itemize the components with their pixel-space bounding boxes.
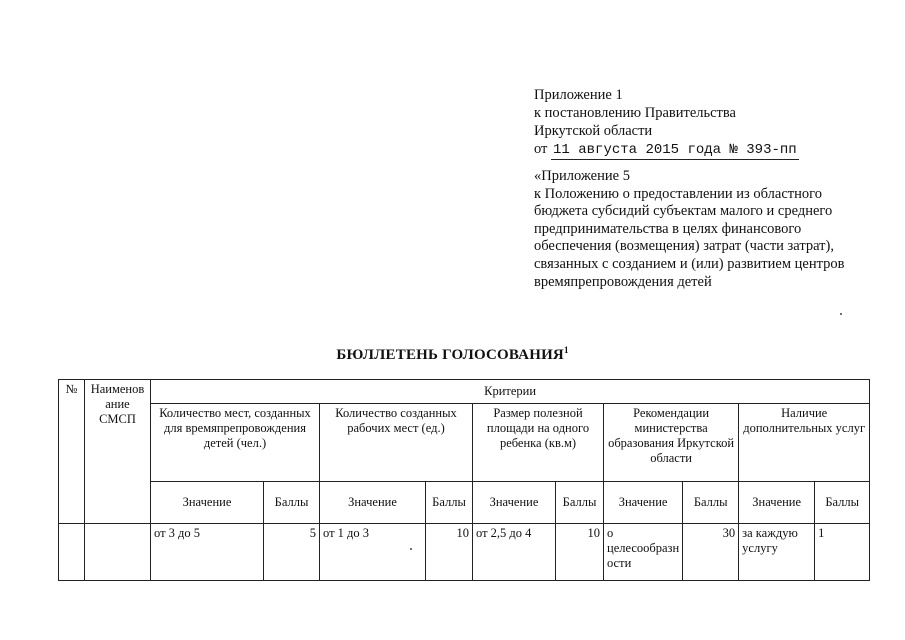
criterion-jobs: Количество созданных рабочих мест (ед.) [320,404,473,482]
recommendation-score-cell: 30 [683,524,739,581]
score-header: Баллы [426,482,473,524]
recommendation-value-cell: о целесообразн ости [604,524,683,581]
subheader-row [59,482,870,524]
appendix-5-text-line: времяпрепровождения детей [534,273,712,290]
appendix-5-text-line: обеспечения (возмещения) затрат (части затрат), [534,238,834,255]
jobs-value-cell: от 1 до 3 [320,524,426,581]
criterion-area: Размер полезной площади на одного ребенка (кв.м) [473,404,604,482]
services-score-cell: 1 [815,524,870,581]
title-footnote-mark: 1 [563,345,569,355]
score-header: Баллы [264,482,320,524]
row-name-cell [85,524,151,581]
appendix-5-text-line: предпринимательства в целях финансового [534,220,802,237]
appendix-5-text-line: к Положению о предоставлении из областного [534,185,822,202]
page-title [0,345,905,364]
value-header: Значение [320,482,426,524]
criteria-row [59,404,870,482]
appendix-1-title: Приложение 1 [534,87,623,103]
date-prefix: от [534,141,548,157]
criterion-places: Количество мест, созданных для времяпрепровождения детей (чел.) [151,404,320,482]
decree-date-number: 11 августа 2015 года № 393-пп [553,142,797,158]
table-row [59,524,870,581]
appendix-5-title: «Приложение 5 [534,168,630,184]
places-score-cell: 5 [264,524,320,581]
appendix-5-text-line: связанных с созданием и (или) развитием центров [534,255,845,272]
appendix-1-region: Иркутской области [534,123,653,139]
score-header: Баллы [683,482,739,524]
row-number-cell [59,524,85,581]
area-score-cell: 10 [556,524,604,581]
appendix-1-date-line [534,140,799,160]
score-header: Баллы [815,482,870,524]
scan-speck [840,313,842,315]
table-header-row [59,380,870,404]
appendix-1-decree: к постановлению Правительства [534,105,736,121]
jobs-score-cell: 10 [426,524,473,581]
area-value-cell: от 2,5 до 4 [473,524,556,581]
value-header: Значение [739,482,815,524]
services-value-cell: за каждую услугу [739,524,815,581]
appendix-5-block [534,168,844,291]
scan-speck [410,548,412,550]
value-header: Значение [604,482,683,524]
places-value-cell: от 3 до 5 [151,524,264,581]
ballot-table [58,379,870,581]
title-text: БЮЛЛЕТЕНЬ ГОЛОСОВАНИЯ [336,347,564,363]
value-header: Значение [151,482,264,524]
appendix-5-text-line: бюджета субсидий субъектам малого и среднего [534,203,833,220]
appendix-1-block [534,86,799,160]
number-column-header: № [59,380,85,524]
criterion-extra-services: Наличие дополнительных услуг [739,404,870,482]
criterion-recommendations: Рекомендации министерства образования Иркутской области [604,404,739,482]
criteria-header: Критерии [151,380,870,404]
name-column-header: Наименов ание СМСП [85,380,151,524]
score-header: Баллы [556,482,604,524]
value-header: Значение [473,482,556,524]
